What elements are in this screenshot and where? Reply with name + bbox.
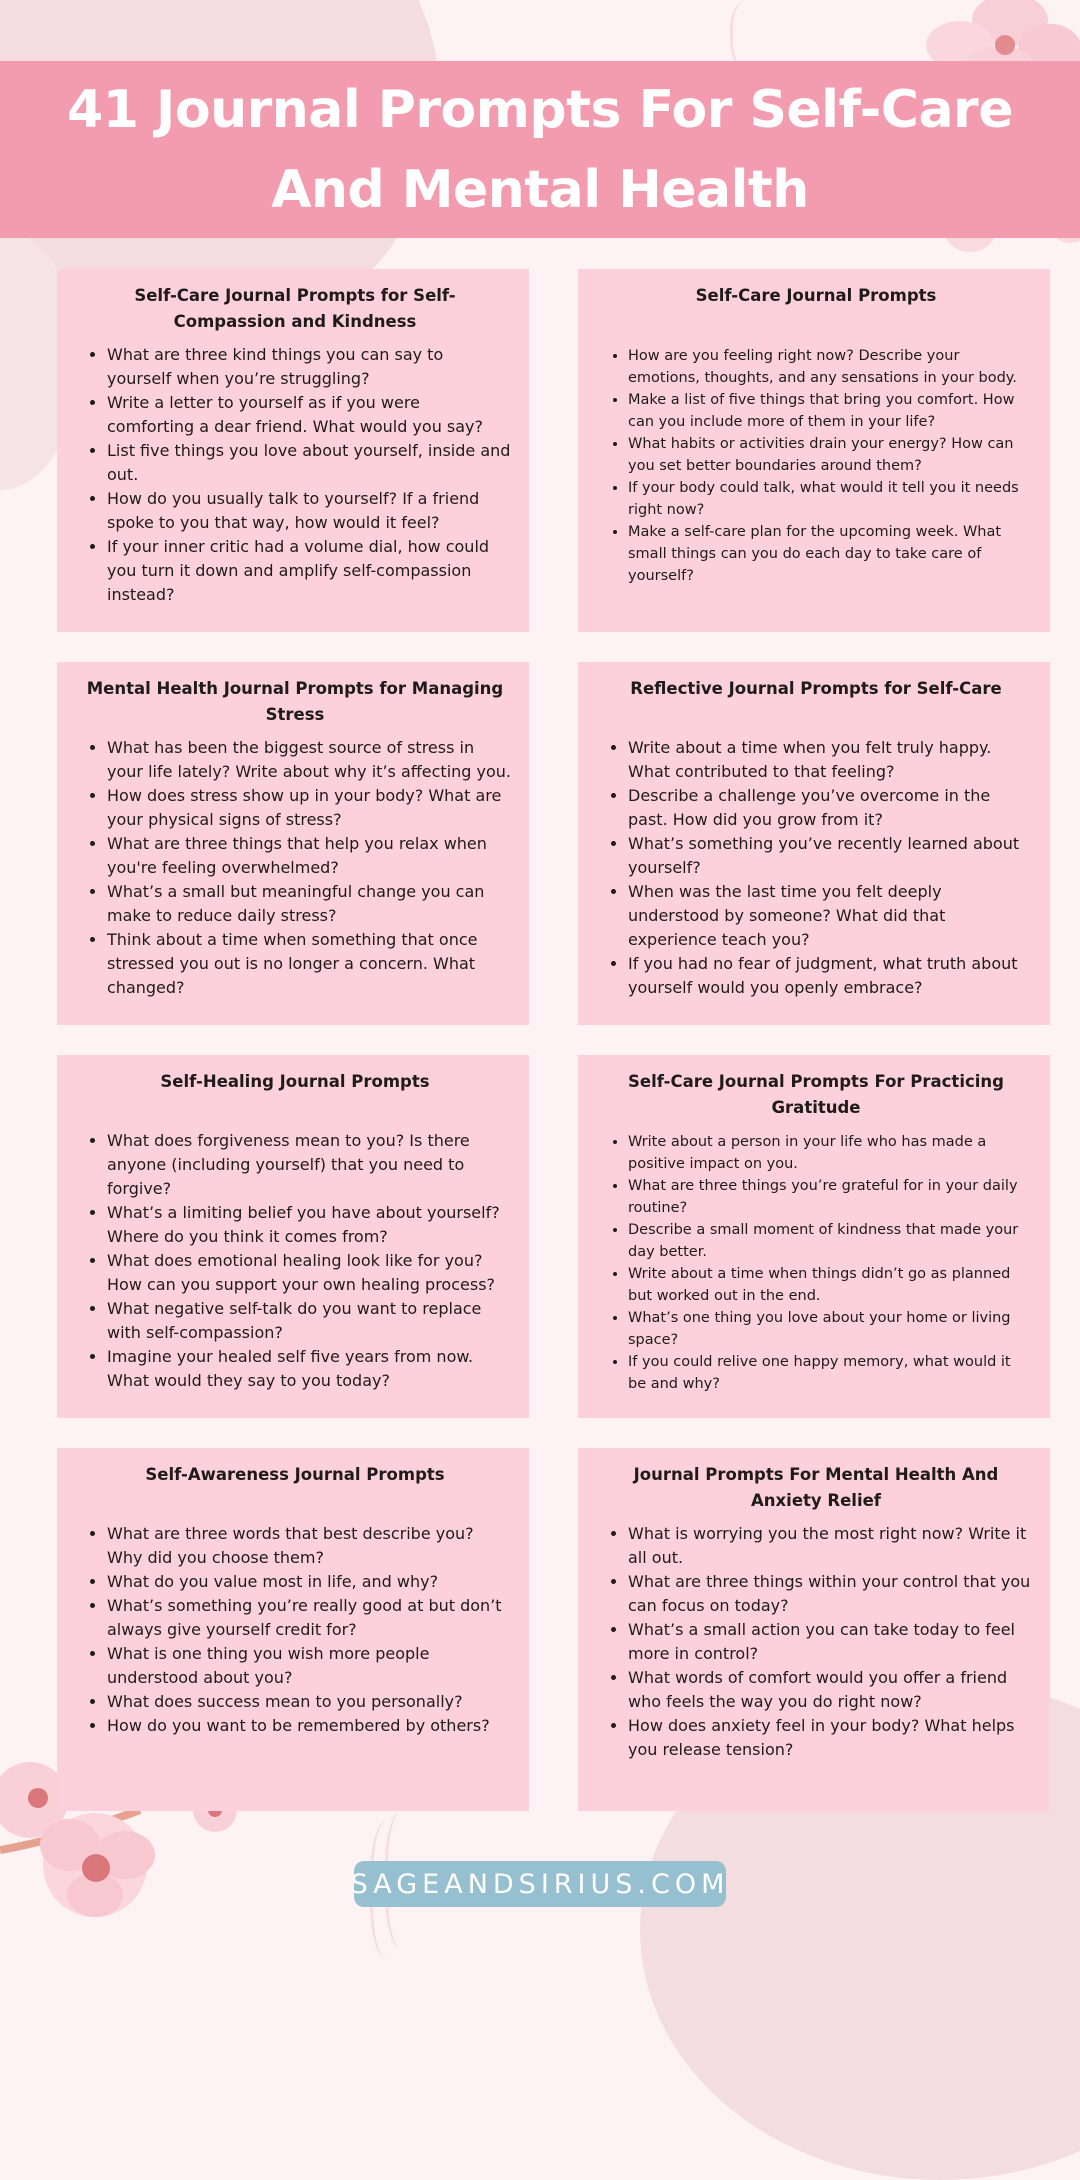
prompt-item: • If you could relive one happy memory, what would it be and why? [628,1351,1032,1395]
website-url[interactable]: SAGEANDSIRIUS.COM [350,1868,730,1900]
page-title-line-1: 41 Journal Prompts For Self-Care [67,79,1013,140]
card-title: Self-Care Journal Prompts for Self-Compassion and Kindness [134,286,456,331]
page-title-line-2: And Mental Health [271,159,809,220]
prompt-item: • What negative self-talk do you want to replace with self-compassion? [107,1297,511,1345]
prompt-item: • What are three things within your control that you can focus on today? [628,1570,1032,1618]
prompt-item: • What does emotional healing look like for you? How can you support your own healing process? [107,1249,511,1297]
prompt-card-anxiety-relief [578,1448,1050,1811]
prompt-item: • What’s something you’re really good at but don’t always give yourself credit for? [107,1594,511,1642]
prompt-item: • What’s a small but meaningful change you can make to reduce daily stress? [107,880,511,928]
prompt-list [600,345,1032,587]
prompt-item: • What’s a small action you can take today to feel more in control? [628,1618,1032,1666]
prompt-card-self-compassion [57,269,529,632]
prompt-item: • Make a self-care plan for the upcoming week. What small things can you do each day to take care of yourself? [628,521,1032,587]
prompt-item: • Write about a person in your life who has made a positive impact on you. [628,1131,1032,1175]
prompt-item: • How do you want to be remembered by others? [107,1714,511,1738]
website-badge[interactable] [350,1861,730,1907]
prompt-card-self-care [578,269,1050,632]
page-title [67,70,1013,230]
card-title: Self-Care Journal Prompts [695,286,937,305]
prompt-item: • What’s something you’ve recently learned about yourself? [628,832,1032,880]
card-title: Journal Prompts For Mental Health And Anxiety Relief [633,1465,999,1510]
prompt-item: • Imagine your healed self five years from now. What would they say to you today? [107,1345,511,1393]
card-title: Self-Care Journal Prompts For Practicing Gratitude [628,1072,1004,1117]
prompt-item: • How do you usually talk to yourself? If a friend spoke to you that way, how would it feel? [107,487,511,535]
prompt-item: • How does stress show up in your body? What are your physical signs of stress? [107,784,511,832]
prompt-item: • What habits or activities drain your energy? How can you set better boundaries around them? [628,433,1032,477]
prompt-item: • How are you feeling right now? Describe your emotions, thoughts, and any sensations in your body. [628,345,1032,389]
prompt-item: • What’s one thing you love about your home or living space? [628,1307,1032,1351]
prompt-list [79,1129,511,1393]
prompt-item: • Write about a time when things didn’t go as planned but worked out in the end. [628,1263,1032,1307]
prompt-item: • What are three things that help you relax when you're feeling overwhelmed? [107,832,511,880]
prompt-item: • Describe a challenge you’ve overcome in the past. How did you grow from it? [628,784,1032,832]
prompt-item: • What are three words that best describe you? Why did you choose them? [107,1522,511,1570]
prompt-item: • What has been the biggest source of stress in your life lately? Write about why it’s affecting you. [107,736,511,784]
prompt-list [79,1522,511,1738]
prompt-list [79,343,511,607]
prompt-list [600,1131,1032,1395]
prompt-item: • If your body could talk, what would it tell you it needs right now? [628,477,1032,521]
prompt-item: • List five things you love about yourself, inside and out. [107,439,511,487]
brush-streak [730,0,773,70]
prompt-item: • How does anxiety feel in your body? What helps you release tension? [628,1714,1032,1762]
prompt-card-reflective [578,662,1050,1025]
prompt-item: • What does success mean to you personally? [107,1690,511,1714]
prompt-item: • What is one thing you wish more people understood about you? [107,1642,511,1690]
card-title: Mental Health Journal Prompts for Managing Stress [86,679,504,724]
prompt-list [79,736,511,1000]
prompt-item: • What’s a limiting belief you have about yourself? Where do you think it comes from? [107,1201,511,1249]
prompt-item: • Write a letter to yourself as if you were comforting a dear friend. What would you say? [107,391,511,439]
prompt-item: • If your inner critic had a volume dial, how could you turn it down and amplify self-compassion instead? [107,535,511,607]
prompt-list [600,1522,1032,1762]
prompt-item: • What do you value most in life, and why? [107,1570,511,1594]
prompt-item: • Describe a small moment of kindness that made your day better. [628,1219,1032,1263]
prompt-card-gratitude [578,1055,1050,1418]
prompt-item: • What words of comfort would you offer a friend who feels the way you do right now? [628,1666,1032,1714]
card-title: Self-Awareness Journal Prompts [145,1465,445,1484]
prompt-item: • When was the last time you felt deeply understood by someone? What did that experience teach you? [628,880,1032,952]
prompt-list [600,736,1032,1000]
prompt-card-self-awareness [57,1448,529,1811]
card-title: Reflective Journal Prompts for Self-Care [630,679,1002,698]
prompt-item: • If you had no fear of judgment, what truth about yourself would you openly embrace? [628,952,1032,1000]
prompt-card-self-healing [57,1055,529,1418]
prompt-item: • What is worrying you the most right now? Write it all out. [628,1522,1032,1570]
title-banner [0,61,1080,238]
prompt-item: • Make a list of five things that bring you comfort. How can you include more of them in your life? [628,389,1032,433]
prompt-card-managing-stress [57,662,529,1025]
prompt-item: • Think about a time when something that once stressed you out is no longer a concern. What changed? [107,928,511,1000]
card-title: Self-Healing Journal Prompts [160,1072,430,1091]
prompt-item: • What does forgiveness mean to you? Is there anyone (including yourself) that you need to forgive? [107,1129,511,1201]
prompt-item: • Write about a time when you felt truly happy. What contributed to that feeling? [628,736,1032,784]
prompt-item: • What are three kind things you can say to yourself when you’re struggling? [107,343,511,391]
prompt-item: • What are three things you’re grateful for in your daily routine? [628,1175,1032,1219]
